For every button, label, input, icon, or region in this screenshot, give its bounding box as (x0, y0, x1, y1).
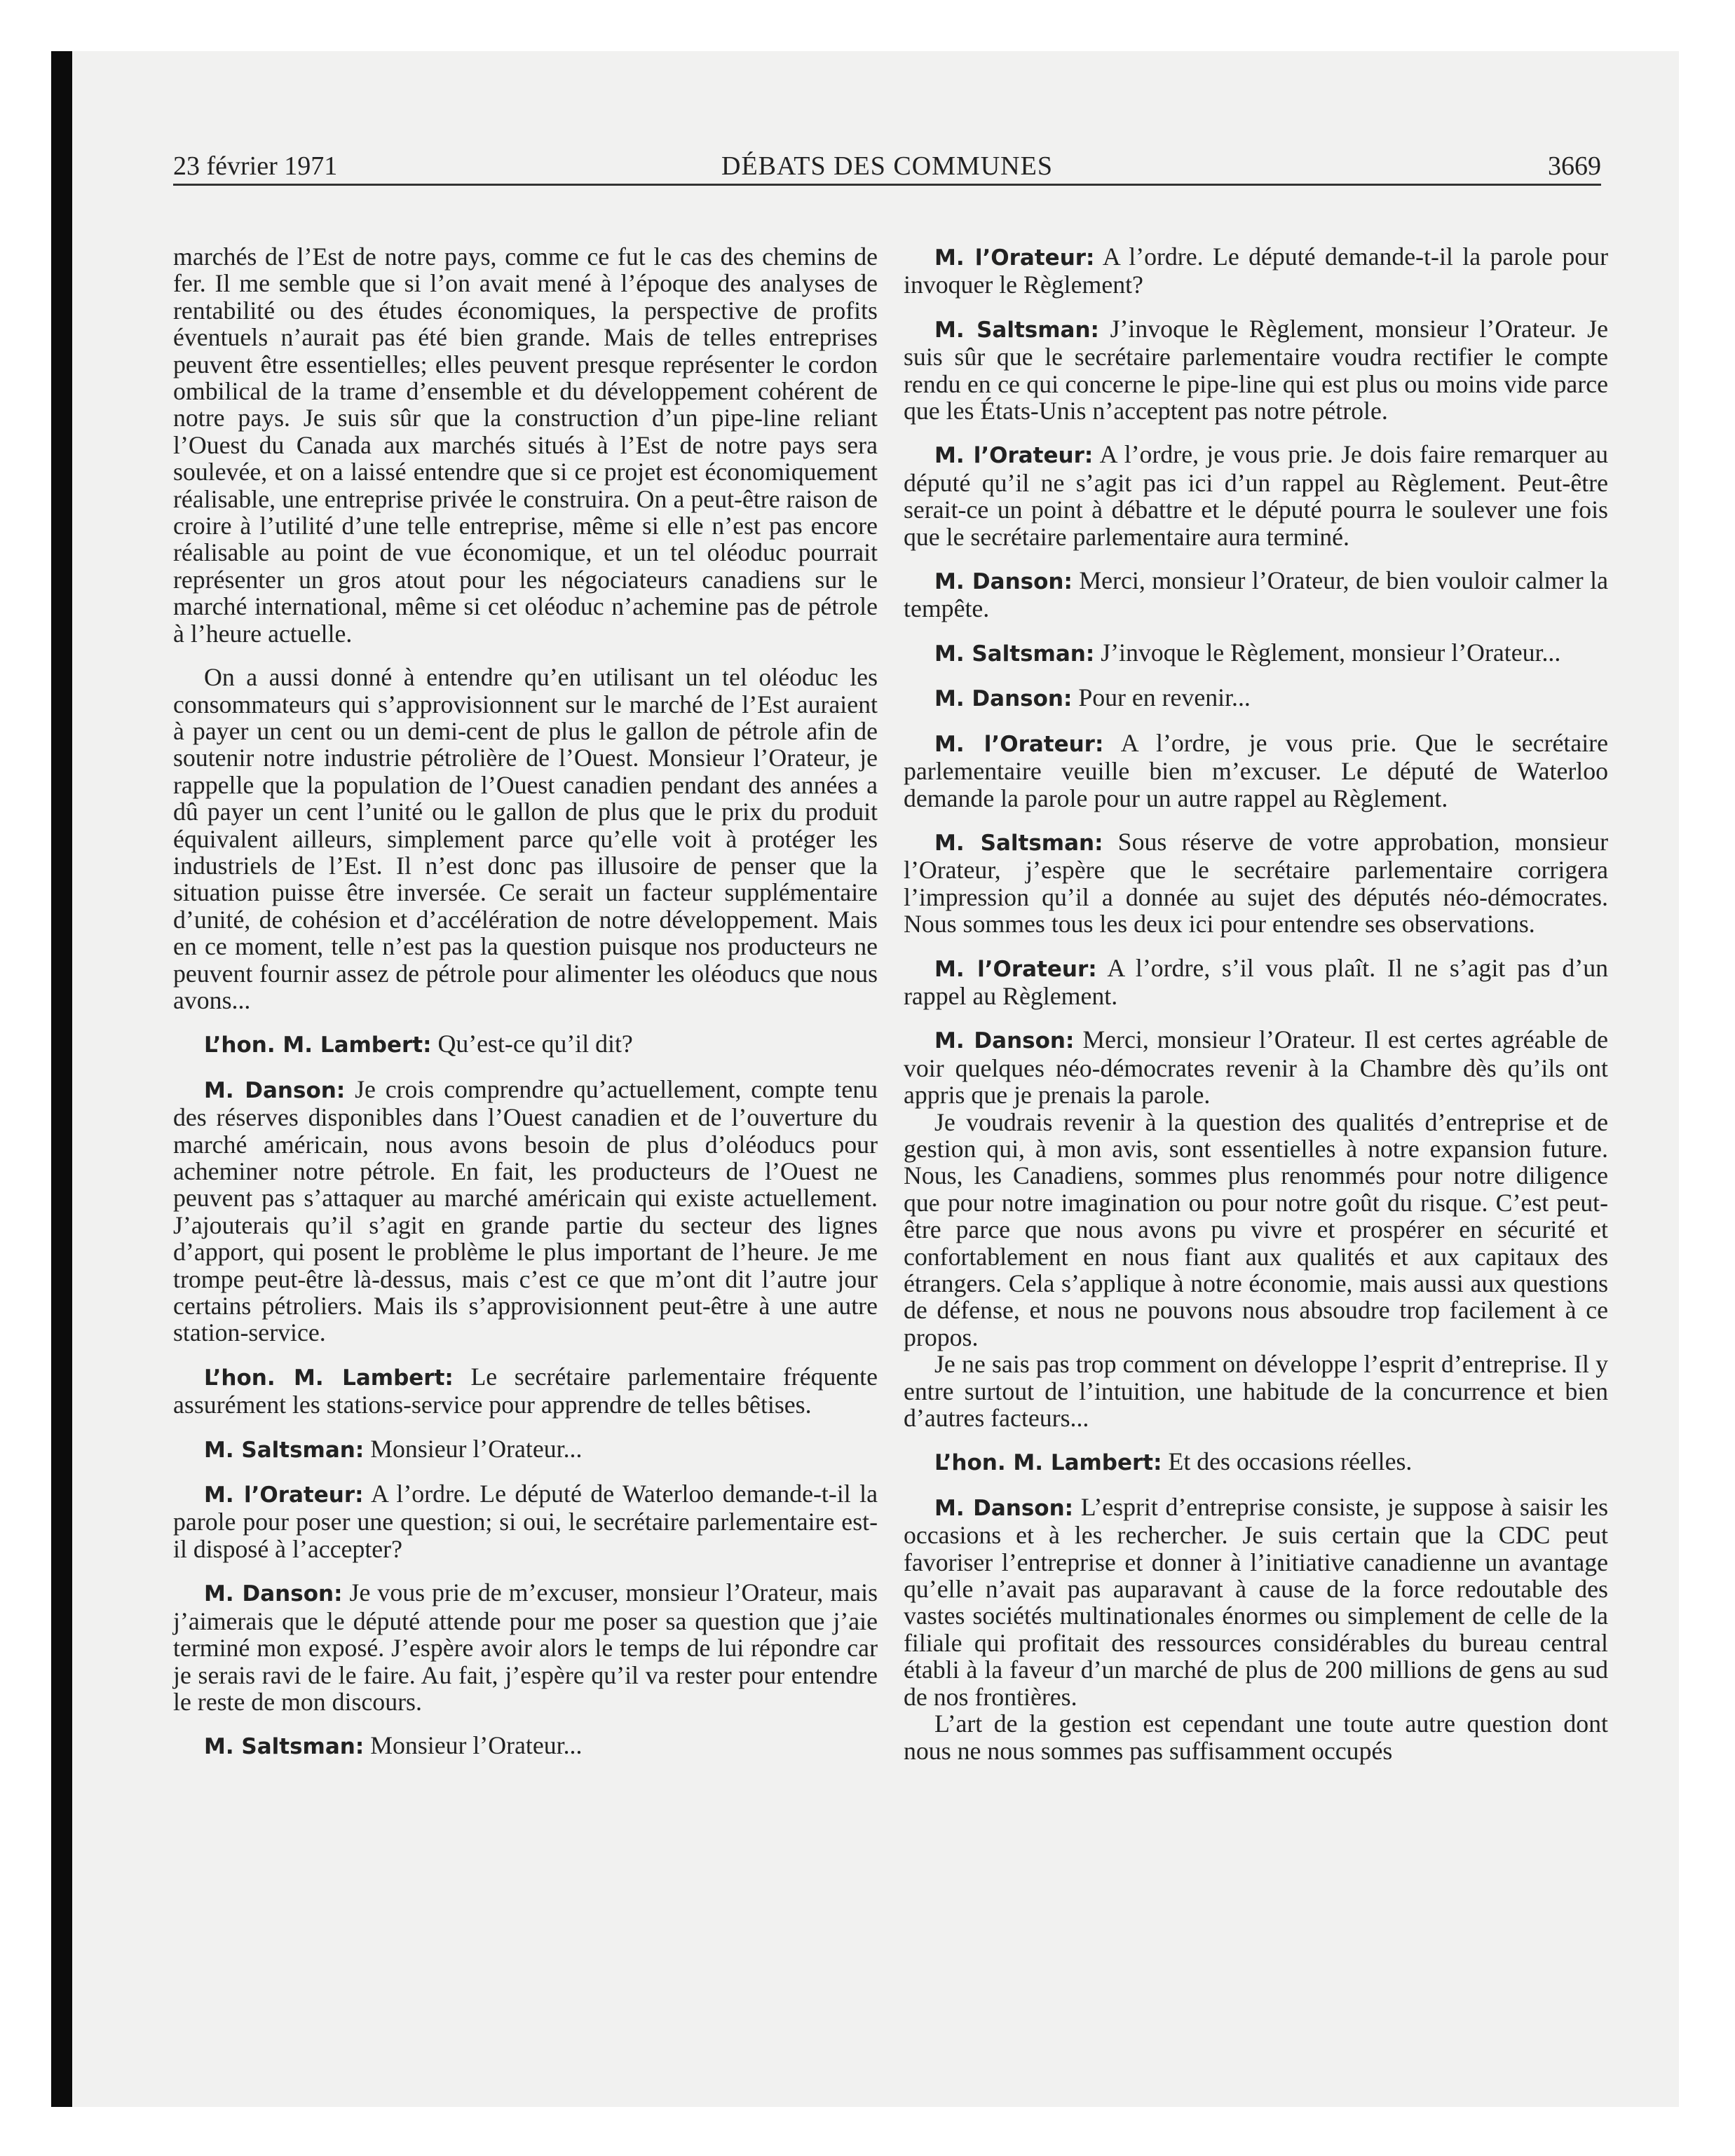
speech-text: J’invoque le Règlement, monsieur l’Orateur. Je suis sûr que le secrétaire parlementaire voudra rectifier le compte rendu en ce qui concerne le pipe-line qui est plus ou moins vide parce que les États-Unis n’acceptent pas notre pétrole. (904, 314, 1608, 425)
speaker-name: M. Danson: (204, 1581, 343, 1607)
speech (904, 684, 1608, 712)
paragraph (904, 1109, 1608, 1351)
speech (904, 1494, 1608, 1710)
speech-text: Je vous prie de m’excuser, monsieur l’Orateur, mais j’aimerais que le député attende pour me poser sa question que j’aie terminé mon exposé. J’espère avoir alors le temps de lui répondre car je serais ravi de le faire. Au fait, j’espère qu’il va rester pour entendre le reste de mon discours. (173, 1578, 878, 1716)
speech (904, 441, 1608, 550)
speech (904, 1026, 1608, 1108)
speech-text: Monsieur l’Orateur... (370, 1731, 583, 1760)
header-page-number: 3669 (1548, 151, 1601, 181)
paragraph (904, 1351, 1608, 1431)
speech (173, 1076, 878, 1346)
speech (904, 1448, 1608, 1476)
speech (904, 315, 1608, 425)
speaker-name: M. l’Orateur: (204, 1482, 364, 1508)
speech-text: A l’ordre, s’il vous plaît. Il ne s’agit pas d’un rappel au Règlement. (904, 953, 1609, 1010)
right-column (904, 243, 1608, 1781)
speaker-name: L’hon. M. Lambert: (204, 1365, 454, 1391)
speech (904, 828, 1608, 938)
speaker-name: M. Saltsman: (934, 830, 1103, 856)
speech-text: Le secrétaire parlementaire fréquente assurément les stations-service pour apprendre de telles bêtises. (173, 1362, 878, 1419)
left-column (173, 243, 878, 1778)
speaker-name: M. Danson: (934, 686, 1073, 712)
speech (904, 730, 1608, 812)
speech (904, 567, 1608, 622)
speech-text: Qu’est-ce qu’il dit? (437, 1030, 633, 1058)
speech-text: A l’ordre. Le député demande-t-il la parole pour invoquer le Règlement? (904, 243, 1608, 299)
speech-text: Pour en revenir... (1078, 683, 1251, 712)
speech (173, 1480, 878, 1562)
speech-text: A l’ordre. Le député de Waterloo demande-t-il la parole pour poser une question; si oui, le secrétaire parlementaire est-il disposé à l’accepter? (173, 1480, 878, 1563)
speech (173, 1732, 878, 1760)
speaker-name: M. Saltsman: (204, 1734, 365, 1760)
speaker-name: L’hon. M. Lambert: (934, 1450, 1162, 1476)
paragraph-text: Je voudrais revenir à la question des qualités d’entreprise et de gestion qui, à mon avis, sont essentielles à notre expansion future. Nous, les Canadiens, sommes plus renommés pour notre diligence que pour notre imagination ou pour notre goût du risque. C’est peut-être parce que nous avons pu vivre et prospérer en sécurité et confortablement en nous fiant aux qualités et aux capitaux des étrangers. Cela s’applique à notre économie, mais aussi aux questions de défense, et nous ne pouvons nous absoudre trop facilement à ce propos. (904, 1107, 1608, 1351)
speaker-name: M. Danson: (204, 1077, 346, 1103)
page-header (173, 149, 1601, 186)
speaker-name: M. Danson: (934, 569, 1073, 595)
header-title: DÉBATS DES COMMUNES (721, 151, 1053, 181)
paragraph-text: On a aussi donné à entendre qu’en utilisant un tel oléoduc les consommateurs qui s’approvisionnent sur le marché de l’Est auraient à payer un cent ou un demi-cent de plus le gallon de pétrole afin de soutenir notre industrie pétrolière de l’Ouest. Monsieur l’Orateur, je rappelle que la population de l’Ouest canadien pendant des années a dû payer un cent l’unité ou le gallon de plus que le prix du produit équivalent ailleurs, simplement parce qu’elle voit à protéger les industriels de l’Est. Il n’est donc pas illusoire de penser que la situation puisse être inversée. Ce serait un facteur supplémentaire d’unité, de cohésion et d’accélération de notre développement. Mais en ce moment, telle n’est pas la question puisque nos producteurs ne peuvent fournir assez de pétrole pour alimenter les oléoducs que nous avons... (173, 663, 878, 1014)
speech-text: A l’ordre, je vous prie. Je dois faire remarquer au député qu’il ne s’agit pas ici d’un rappel au Règlement. Peut-être serait-ce un point à débattre et le député pourra le soulever une fois que le secrétaire parlementaire aura terminé. (904, 440, 1608, 551)
speech (904, 243, 1608, 299)
speaker-name: M. l’Orateur: (934, 956, 1097, 982)
speaker-name: M. l’Orateur: (934, 443, 1094, 469)
speaker-name: M. Saltsman: (934, 641, 1095, 667)
paragraph-text: Je ne sais pas trop comment on développe l’esprit d’entreprise. Il y entre surtout de l’intuition, une habitude de la concurrence et bien d’autres facteurs... (904, 1350, 1608, 1433)
speaker-name: M. Danson: (934, 1495, 1074, 1521)
speech-text: Merci, monsieur l’Orateur. Il est certes agréable de voir quelques néo-démocrates revenir à la Chambre dès qu’ils ont appris que je prenais la parole. (904, 1025, 1608, 1110)
speaker-name: M. Danson: (934, 1028, 1075, 1054)
paragraph (173, 243, 878, 647)
paragraph-text: L’art de la gestion est cependant une toute autre question dont nous ne nous sommes pas suffisamment occupés (904, 1710, 1608, 1765)
speech-text: Sous réserve de votre approbation, monsieur l’Orateur, j’espère que le secrétaire parlementaire corrigera l’impression qu’il a donnée au sujet des députés néo-démocrates. Nous sommes tous les deux ici pour entendre ses observations. (904, 827, 1609, 939)
speech (904, 639, 1608, 667)
speech (173, 1435, 878, 1464)
speech-text: Et des occasions réelles. (1168, 1447, 1413, 1476)
speaker-name: M. l’Orateur: (934, 245, 1095, 271)
speech-text: J’invoque le Règlement, monsieur l’Orateur... (1101, 638, 1561, 667)
speech-text: Monsieur l’Orateur... (370, 1434, 583, 1463)
speech-text: L’esprit d’entreprise consiste, je suppose à saisir les occasions et à les rechercher. Je suis certain que la CDC peut favoriser l’entreprise et donner à l’initiative canadienne un avantage qu’elle n’avait pas auparavant à cause de la force redoutable des vastes sociétés multinationales énormes ou simplement de celle de la filiale qui profitait des ressources considérables du bureau central établi à la faveur d’un marché de plus de 200 millions de gens au sud de nos frontières. (904, 1492, 1609, 1711)
header-date: 23 février 1971 (173, 151, 338, 181)
speech (173, 1030, 878, 1058)
speaker-name: M. l’Orateur: (934, 731, 1104, 757)
speaker-name: M. Saltsman: (934, 317, 1099, 343)
paragraph (173, 664, 878, 1014)
speech-text: Merci, monsieur l’Orateur, de bien vouloir calmer la tempête. (904, 566, 1608, 623)
binding-shadow (51, 51, 72, 2107)
paragraph-text: marchés de l’Est de notre pays, comme ce fut le cas des chemins de fer. Il me semble que si l’on avait mené à l’époque des analyses de rentabilité ou des études économiques, la perspective de profits éventuels n’aurait pas été bien grande. Mais de telles entreprises peuvent être essentielles; elles peuvent presque représenter le cordon ombilical de la trame d’ensemble et du développement cohérent de notre pays. Je suis sûr que la construction d’un pipe-line reliant l’Ouest du Canada aux marchés situés à l’Est de notre pays sera soulevée, et on a laissé entendre que si ce projet est économiquement réalisable, une entreprise privée le construira. On a peut-être raison de croire à l’utilité d’une telle entreprise, même si elle n’est pas encore réalisable au point de vue économique, et un tel oléoduc pourrait représenter un gros atout pour les négociateurs canadiens sur le marché international, même si cet oléoduc n’achemine pas de pétrole à l’heure actuelle. (173, 243, 878, 648)
speech-text: A l’ordre, je vous prie. Que le secrétaire parlementaire veuille bien m’excuser. Le député de Waterloo demande la parole pour un autre rappel au Règlement. (904, 728, 1608, 812)
paragraph (904, 1710, 1608, 1764)
speech (173, 1363, 878, 1419)
speech-text: Je crois comprendre qu’actuellement, compte tenu des réserves disponibles dans l’Ouest canadien et de l’ouverture du marché américain, nous avons besoin de plus d’oléoducs pour acheminer notre pétrole. En fait, les producteurs de l’Ouest ne peuvent pas s’attaquer au marché américain qui existe actuellement. J’ajouterais qu’il s’agit en grande partie du secteur des lignes d’apport, qui posent le problème le plus important de l’heure. Je me trompe peut-être là-dessus, mais c’est ce que m’ont dit l’autre jour certains pétroliers. Mais ils s’approvisionnent peut-être à une autre station-service. (173, 1074, 878, 1347)
speaker-name: M. Saltsman: (204, 1437, 365, 1463)
speech (173, 1579, 878, 1715)
speech (904, 955, 1608, 1010)
speaker-name: L’hon. M. Lambert: (204, 1032, 432, 1058)
